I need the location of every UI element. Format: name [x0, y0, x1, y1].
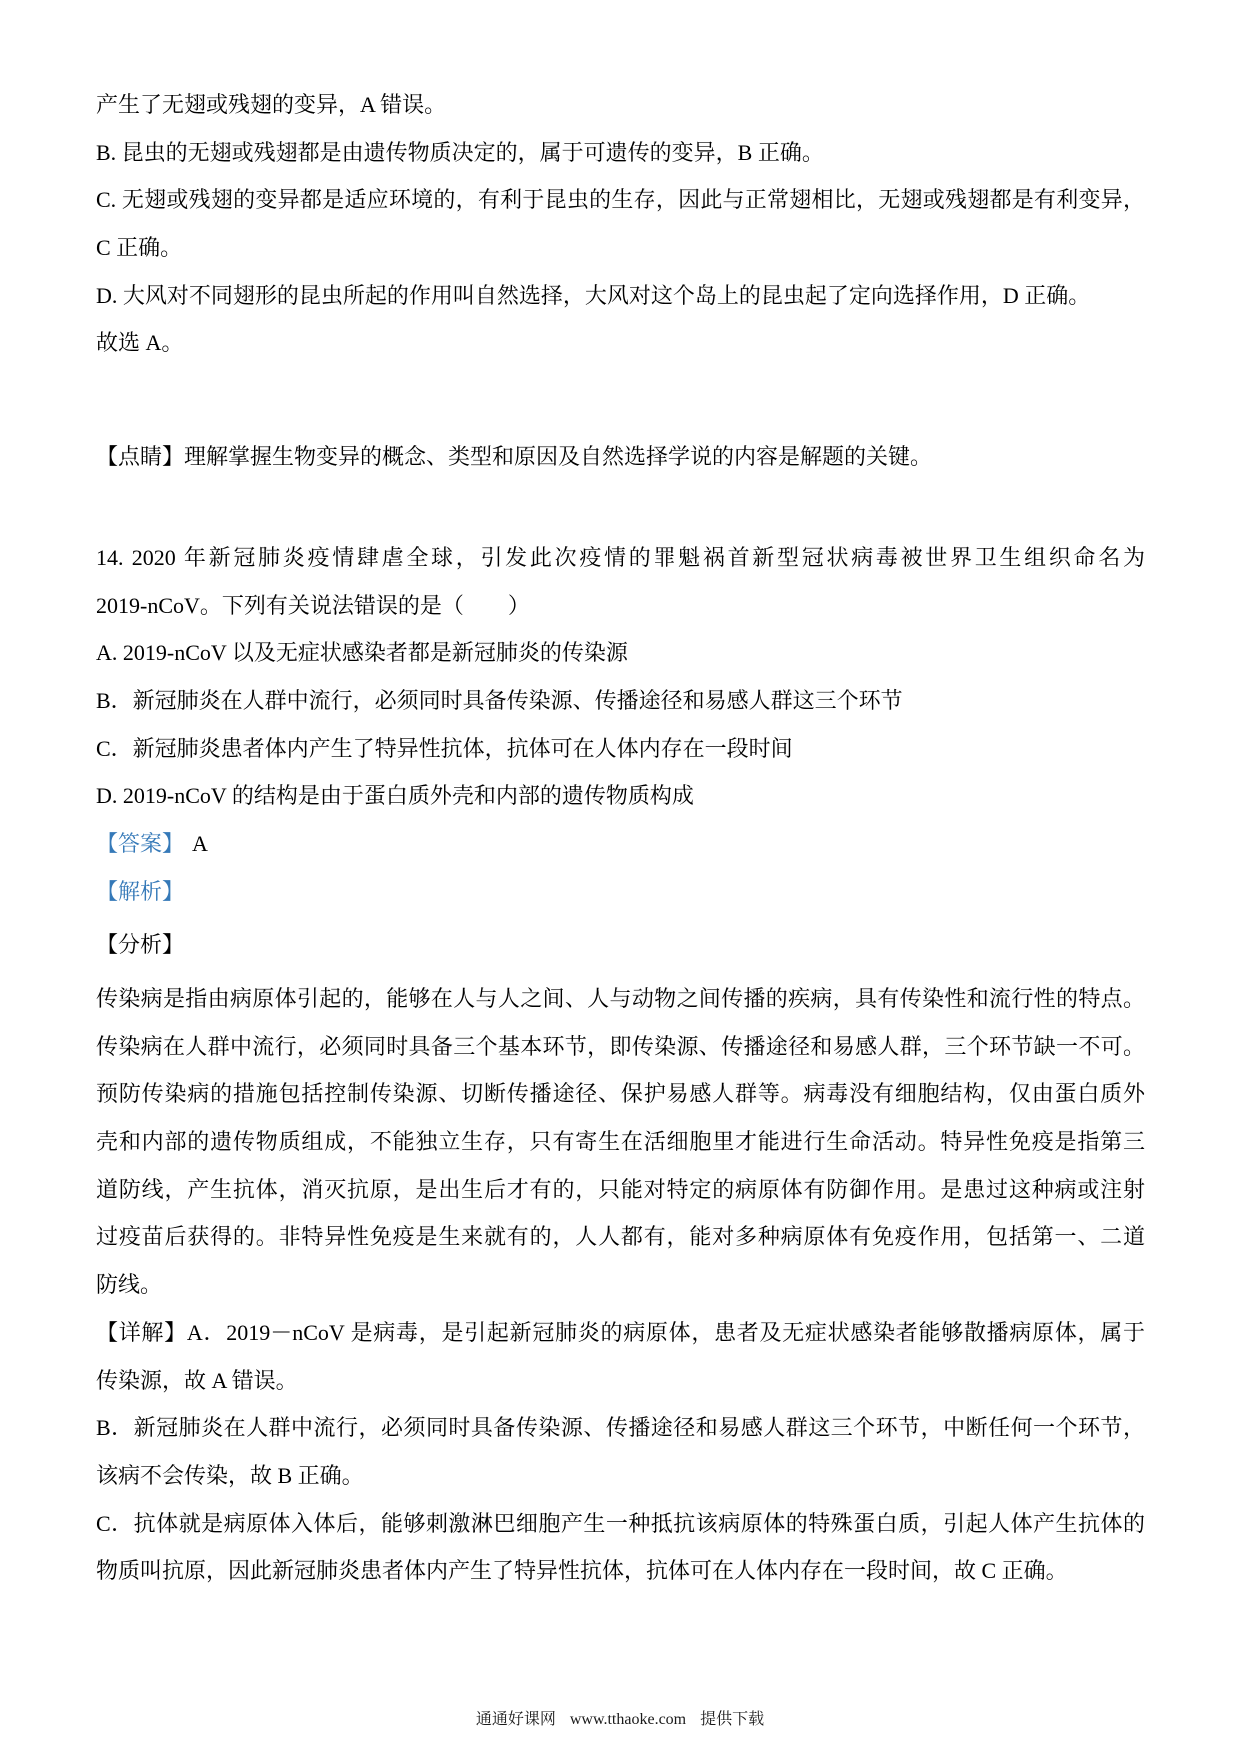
q14-analysis-label-line — [96, 868, 1145, 916]
prev-option-b-explanation: B. 昆虫的无翅或残翅都是由遗传物质决定的，属于可遗传的变异，B 正确。 — [96, 139, 824, 165]
q14-analysis-line: 传染病在人群中流行，必须同时具备三个基本环节，即传染源、传播途径和易感人群，三个环节缺一不可。 — [96, 1033, 1145, 1059]
q14-analysis-line: 道防线，产生抗体，消灭抗原，是出生后才有的，只能对特定的病原体有防御作用。是患过这种病或注射 — [96, 1176, 1145, 1202]
q14-stem-line1: 14. 2020 年新冠肺炎疫情肆虐全球，引发此次疫情的罪魁祸首新型冠状病毒被世界卫生组织命名为 — [96, 544, 1145, 570]
q14-analysis-section-label: 【分析】 — [96, 932, 185, 958]
q14-analysis-line: 传染病是指由病原体引起的，能够在人与人之间、人与动物之间传播的疾病，具有传染性和流行性的特点。 — [96, 986, 1145, 1011]
q14-option-c: C．新冠肺炎患者体内产生了特异性抗体，抗体可在人体内存在一段时间 — [96, 735, 793, 761]
spacer — [96, 481, 1145, 534]
detail-text: A．2019－nCoV 是病毒，是引起新冠肺炎的病原体，患者及无症状感染者能够散播病原体，属于 — [186, 1319, 1145, 1345]
q14-detail-line-b2: 该病不会传染，故 B 正确。 — [96, 1462, 364, 1488]
page-footer — [0, 1708, 1240, 1732]
prev-option-d-explanation: D. 大风对不同翅形的昆虫所起的作用叫自然选择，大风对这个岛上的昆虫起了定向选择作用，D 正确。 — [96, 282, 1091, 308]
q14-detail-line-a2: 传染源，故 A 错误。 — [96, 1367, 298, 1393]
q14-detail-line-c1: C．抗体就是病原体入体后，能够刺激淋巴细胞产生一种抵抗该病原体的特殊蛋白质，引起人体产生抗体的 — [96, 1510, 1145, 1536]
q14-option-a: A. 2019-nCoV 以及无症状感染者都是新冠肺炎的传染源 — [96, 640, 628, 666]
q14-detail-line-b1: B．新冠肺炎在人群中流行，必须同时具备传染源、传播途径和易感人群这三个环节，中断任何一个环节， — [96, 1415, 1145, 1441]
detail-label: 【详解】 — [96, 1319, 187, 1345]
q14-option-d: D. 2019-nCoV 的结构是由于蛋白质外壳和内部的遗传物质构成 — [96, 783, 694, 809]
prev-tip-line — [96, 433, 1145, 481]
answer-value: A — [192, 830, 208, 856]
prev-option-a-explanation-tail: 产生了无翅或残翅的变异，A 错误。 — [96, 92, 447, 117]
q14-analysis-line: 过疫苗后获得的。非特异性免疫是生来就有的，人人都有，能对多种病原体有免疫作用，包括第一、二道 — [96, 1224, 1145, 1250]
q14-answer-line — [96, 820, 1145, 868]
prev-option-c-explanation-line1: C. 无翅或残翅的变异都是适应环境的，有利于昆虫的生存，因此与正常翅相比，无翅或残翅都是有利变异， — [96, 187, 1145, 213]
footer-url: www.tthaoke.com — [569, 1711, 687, 1728]
q14-analysis-line: 壳和内部的遗传物质组成，不能独立生存，只有寄生在活细胞里才能进行生命活动。特异性免疫是指第三 — [96, 1129, 1145, 1155]
q14-analysis-line: 预防传染病的措施包括控制传染源、切断传播途径、保护易感人群等。病毒没有细胞结构，仅由蛋白质外 — [96, 1081, 1145, 1107]
q14-option-b: B．新冠肺炎在人群中流行，必须同时具备传染源、传播途径和易感人群这三个环节 — [96, 687, 903, 713]
q14-analysis-line: 防线。 — [96, 1272, 163, 1298]
prev-option-c-explanation-line2: C 正确。 — [96, 235, 183, 261]
analysis-label: 【解析】 — [96, 878, 185, 904]
footer-site-name: 通通好课网 — [475, 1711, 556, 1728]
answer-label: 【答案】 — [96, 830, 185, 856]
q14-detail-line-c2: 物质叫抗原，因此新冠肺炎患者体内产生了特异性抗体，抗体可在人体内存在一段时间，故 C 正确。 — [96, 1558, 1068, 1584]
footer-note: 提供下载 — [700, 1711, 765, 1728]
spacer — [96, 367, 1145, 433]
tip-text: 理解掌握生物变异的概念、类型和原因及自然选择学说的内容是解题的关键。 — [184, 444, 933, 470]
q14-detail-line-a1 — [96, 1309, 1145, 1357]
prev-conclusion: 故选 A。 — [96, 330, 184, 356]
tip-label: 【点睛】 — [96, 444, 185, 470]
q14-stem-line2: 2019-nCoV。下列有关说法错误的是（ ） — [96, 592, 530, 618]
